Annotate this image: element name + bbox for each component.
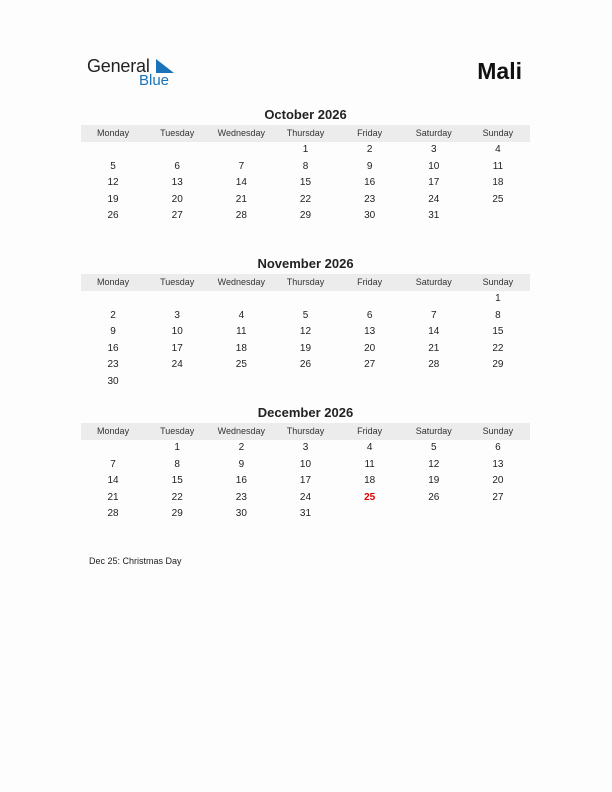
day-cell: 13 — [364, 326, 376, 338]
day-cell: 5 — [110, 160, 116, 172]
day-cell: 1 — [174, 442, 180, 453]
day-cell: 30 — [235, 508, 247, 520]
empty-day-cell — [209, 374, 273, 391]
day-cell: 9 — [110, 326, 116, 338]
day-cell: 4 — [238, 309, 245, 321]
day-cell: 5 — [430, 442, 437, 453]
day-cell: 24 — [299, 491, 312, 503]
weekday-header: Saturday — [415, 277, 452, 287]
empty-day-cell — [81, 440, 145, 457]
empty-day-cell — [338, 291, 402, 308]
weekday-header: Tuesday — [160, 426, 195, 436]
day-cell: 9 — [366, 160, 373, 172]
day-cell: 8 — [495, 309, 501, 321]
day-cell: 6 — [495, 442, 501, 453]
month-title: October 2026 — [264, 107, 347, 122]
day-cell: 22 — [171, 491, 183, 503]
day-cell: 24 — [171, 359, 183, 371]
empty-day-cell — [145, 142, 209, 159]
day-cell: 12 — [299, 326, 312, 338]
day-cell: 4 — [366, 442, 373, 453]
day-cell: 24 — [428, 193, 440, 205]
day-cell: 22 — [492, 342, 504, 354]
day-cell: 16 — [364, 177, 376, 189]
day-cell: 25 — [235, 359, 247, 371]
logo-text-general: General — [87, 56, 150, 76]
day-cell: 10 — [299, 458, 312, 470]
weekday-header: Wednesday — [217, 426, 266, 436]
empty-day-cell — [273, 291, 337, 308]
day-cell: 25 — [364, 491, 376, 503]
day-cell: 14 — [235, 177, 247, 189]
day-cell: 18 — [235, 342, 247, 354]
day-cell: 3 — [174, 309, 180, 321]
day-cell: 26 — [107, 210, 119, 222]
day-cell: 12 — [107, 177, 119, 189]
logo-text-blue: Blue — [139, 72, 170, 89]
day-cell: 16 — [235, 475, 247, 487]
month-october — [81, 106, 530, 225]
day-cell: 15 — [171, 475, 183, 487]
day-cell: 26 — [299, 359, 312, 371]
day-cell: 28 — [107, 508, 119, 520]
empty-day-cell — [209, 142, 273, 159]
weekday-header-row — [81, 274, 530, 291]
week-row — [81, 175, 530, 192]
day-cell: 21 — [107, 491, 119, 503]
week-row — [81, 357, 530, 374]
week-row — [81, 440, 530, 457]
empty-day-cell — [338, 506, 402, 523]
empty-day-cell — [273, 374, 337, 391]
day-cell: 27 — [492, 491, 504, 503]
empty-day-cell — [81, 291, 145, 308]
empty-day-cell — [338, 374, 402, 391]
day-cell: 10 — [428, 160, 440, 172]
weekday-header: Sunday — [482, 277, 514, 287]
empty-day-cell — [402, 374, 466, 391]
weekday-header: Saturday — [415, 128, 452, 138]
weekday-header: Tuesday — [160, 128, 195, 138]
month-november — [81, 255, 530, 391]
empty-day-cell — [466, 506, 530, 523]
weekday-header: Friday — [357, 426, 383, 436]
day-cell: 20 — [171, 193, 183, 205]
empty-day-cell — [209, 291, 273, 308]
week-row — [81, 192, 530, 209]
day-cell: 28 — [428, 359, 440, 371]
day-cell: 23 — [364, 193, 376, 205]
day-cell: 21 — [235, 193, 247, 205]
day-cell: 18 — [492, 177, 504, 189]
day-cell: 13 — [492, 458, 504, 470]
day-cell: 27 — [364, 359, 376, 371]
country-title: Mali — [477, 58, 522, 84]
holiday-note: Dec 25: Christmas Day — [89, 556, 182, 566]
day-cell: 31 — [299, 508, 312, 520]
day-cell: 10 — [171, 326, 183, 338]
day-cell: 15 — [492, 326, 504, 338]
month-title: December 2026 — [257, 405, 354, 420]
day-cell: 3 — [302, 442, 309, 453]
empty-day-cell — [466, 208, 530, 225]
day-cell: 14 — [428, 326, 440, 338]
weekday-header: Thursday — [286, 426, 325, 436]
day-cell: 2 — [366, 144, 373, 155]
day-cell: 5 — [302, 309, 309, 321]
day-cell: 28 — [235, 210, 247, 222]
week-row — [81, 490, 530, 507]
day-cell: 23 — [235, 491, 247, 503]
holiday-notes — [89, 556, 182, 566]
generalblue-logo — [87, 56, 187, 92]
weekday-header: Monday — [97, 277, 130, 287]
day-cell: 6 — [174, 160, 180, 172]
day-cell: 8 — [302, 160, 309, 172]
day-cell: 11 — [492, 160, 504, 172]
day-cell: 30 — [364, 210, 376, 222]
day-cell: 31 — [428, 210, 440, 222]
day-cell: 17 — [171, 342, 183, 354]
weekday-header: Thursday — [286, 128, 325, 138]
day-cell: 29 — [492, 359, 504, 371]
week-row — [81, 324, 530, 341]
empty-day-cell — [402, 291, 466, 308]
day-cell: 14 — [107, 475, 119, 487]
day-cell: 18 — [364, 475, 376, 487]
day-cell: 19 — [428, 475, 440, 487]
day-cell: 7 — [238, 160, 245, 172]
day-cell: 11 — [364, 458, 375, 470]
weekday-header: Monday — [97, 426, 130, 436]
week-row — [81, 291, 530, 308]
day-cell: 4 — [495, 144, 501, 155]
weekday-header: Friday — [357, 277, 383, 287]
day-cell: 15 — [299, 177, 312, 189]
day-cell: 30 — [107, 375, 119, 387]
day-cell: 19 — [299, 342, 312, 354]
day-cell: 13 — [171, 177, 183, 189]
month-title: November 2026 — [257, 256, 354, 271]
day-cell: 29 — [299, 210, 312, 222]
empty-day-cell — [466, 374, 530, 391]
empty-day-cell — [81, 142, 145, 159]
day-cell: 7 — [110, 458, 116, 470]
day-cell: 25 — [492, 193, 504, 205]
week-row — [81, 473, 530, 490]
weekday-header: Saturday — [415, 426, 452, 436]
empty-day-cell — [402, 506, 466, 523]
weekday-header: Thursday — [286, 277, 325, 287]
day-cell: 3 — [430, 144, 437, 155]
weekday-header-row — [81, 423, 530, 440]
week-row — [81, 374, 530, 391]
day-cell: 7 — [430, 309, 437, 321]
empty-day-cell — [145, 291, 209, 308]
weekday-header: Friday — [357, 128, 383, 138]
day-cell: 29 — [171, 508, 183, 520]
day-cell: 6 — [366, 309, 373, 321]
day-cell: 2 — [238, 442, 245, 453]
week-row — [81, 341, 530, 358]
day-cell: 19 — [107, 193, 119, 205]
weekday-header: Wednesday — [217, 277, 266, 287]
week-row — [81, 159, 530, 176]
week-row — [81, 208, 530, 225]
week-row — [81, 142, 530, 159]
weekday-header: Monday — [97, 128, 130, 138]
weekday-header: Sunday — [482, 128, 514, 138]
weekday-header: Wednesday — [217, 128, 266, 138]
day-cell: 17 — [299, 475, 312, 487]
logo-triangle-icon — [156, 59, 174, 73]
day-cell: 16 — [107, 342, 119, 354]
day-cell: 22 — [299, 193, 312, 205]
day-cell: 8 — [174, 458, 180, 470]
day-cell: 2 — [110, 309, 116, 321]
weekday-header-row — [81, 125, 530, 142]
day-cell: 20 — [492, 475, 504, 487]
day-cell: 21 — [428, 342, 440, 354]
day-cell: 12 — [428, 458, 440, 470]
week-row — [81, 308, 530, 325]
month-december — [81, 404, 530, 523]
day-cell: 23 — [107, 359, 119, 371]
weekday-header: Tuesday — [160, 277, 195, 287]
day-cell: 20 — [364, 342, 376, 354]
week-row — [81, 506, 530, 523]
day-cell: 27 — [171, 210, 183, 222]
week-row — [81, 457, 530, 474]
day-cell: 1 — [302, 144, 309, 155]
day-cell: 11 — [236, 326, 247, 338]
day-cell: 26 — [428, 491, 440, 503]
day-cell: 1 — [495, 293, 501, 304]
empty-day-cell — [145, 374, 209, 391]
day-cell: 17 — [428, 177, 440, 189]
day-cell: 9 — [238, 458, 245, 470]
weekday-header: Sunday — [482, 426, 514, 436]
